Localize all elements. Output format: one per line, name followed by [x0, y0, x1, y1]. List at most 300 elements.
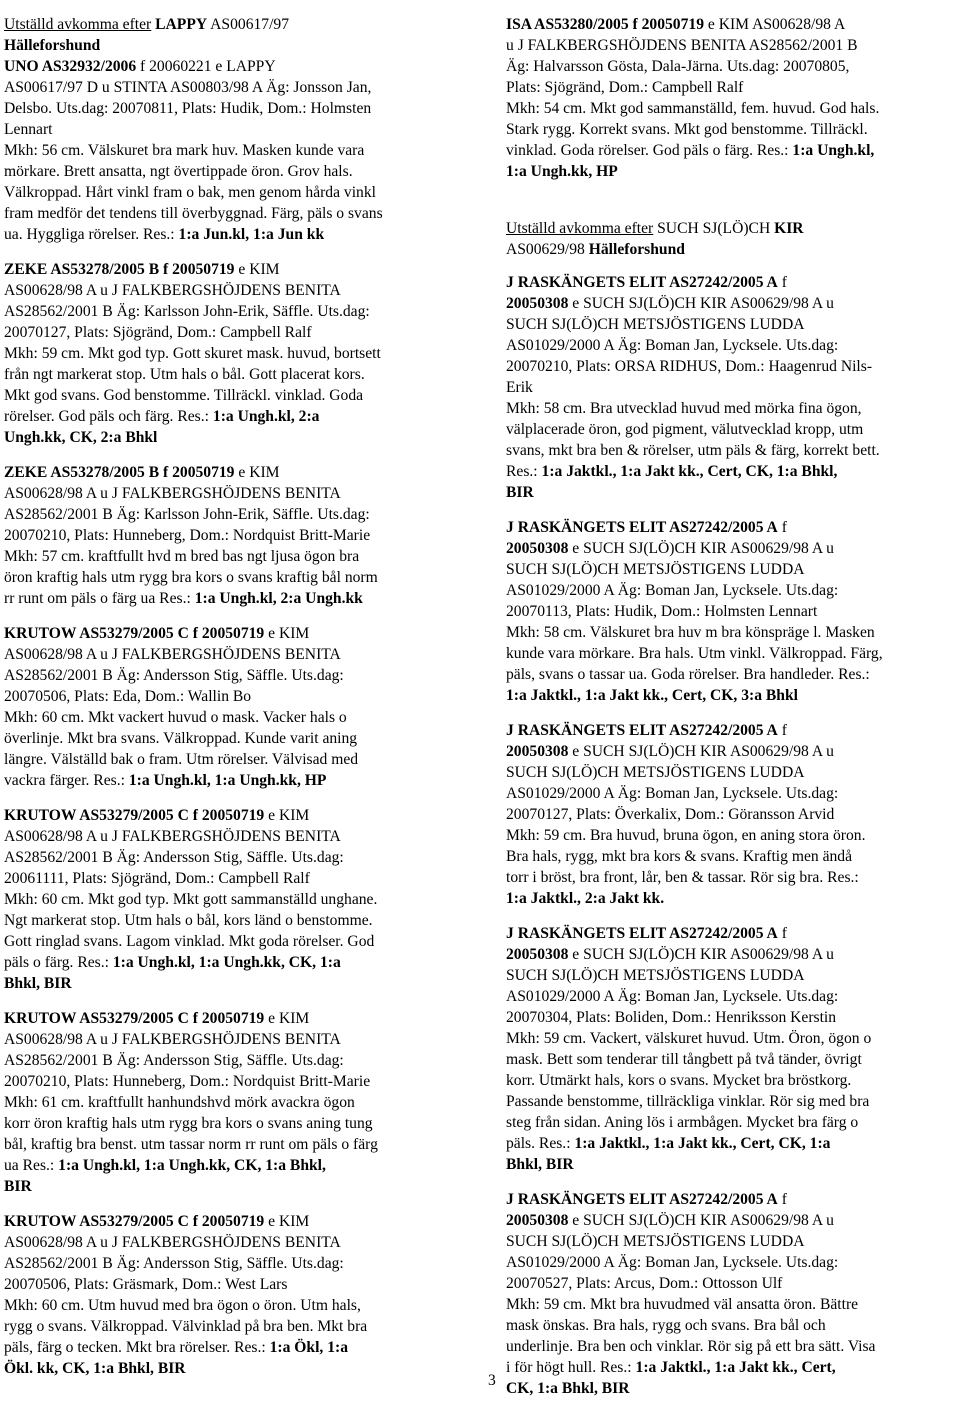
- text-line: [506, 1252, 956, 1273]
- text-line: [506, 1273, 956, 1294]
- text-run: SUCH SJ(LÖ)CH: [653, 220, 775, 237]
- text-run: 1:a Ungh.kk, HP: [506, 163, 618, 180]
- text-run: AS01029/2000 A Äg: Boman Jan, Lycksele. Uts.dag:: [506, 337, 839, 354]
- entry-block: [506, 517, 956, 706]
- entry-block: [506, 720, 956, 909]
- text-run: rygg o svans. Välkroppad. Välvinklad på bra ben. Mkt bra: [4, 1318, 368, 1335]
- text-run: Mkh: 60 cm. Utm huvud med bra ögon o öron. Utm hals,: [4, 1297, 361, 1314]
- text-run: Mkh: 58 cm. Välskuret bra huv m bra könspräge l. Masken: [506, 624, 875, 641]
- text-run: AS01029/2000 A Äg: Boman Jan, Lycksele. Uts.dag:: [506, 988, 839, 1005]
- text-run: AS01029/2000 A Äg: Boman Jan, Lycksele. Uts.dag:: [506, 785, 839, 802]
- text-line: [506, 461, 956, 482]
- text-run: AS28562/2001 B Äg: Andersson Stig, Säffle. Uts.dag:: [4, 1255, 344, 1272]
- left-entries: [4, 259, 476, 1379]
- text-run: steg från sidan. Aning lös i armbågen. Mycket bra färg o: [506, 1114, 859, 1131]
- text-run: 20070210, Plats: ORSA RIDHUS, Dom.: Haagenrud Nils-: [506, 358, 873, 375]
- text-line: [4, 889, 476, 910]
- text-line: [506, 35, 956, 56]
- text-line: [506, 622, 956, 643]
- text-run: f 20050719: [163, 464, 235, 481]
- text-run: päls, svans o tassar ua. Goda rörelser. Bra handleder. Res.:: [506, 666, 870, 683]
- right-top-entry: [506, 14, 956, 182]
- text-run: KRUTOW AS53279/2005 C: [4, 1213, 189, 1230]
- text-run: f: [777, 722, 787, 739]
- text-run: AS00628/98 A u J FALKBERGSHÖJDENS BENITA: [4, 1031, 341, 1048]
- text-run: kunde vara mörkare. Bra hals. Utm vinkl. Välkroppad. Färg,: [506, 645, 883, 662]
- text-line: [506, 482, 956, 503]
- text-run: AS00628/98 A u J FALKBERGSHÖJDENS BENITA: [4, 485, 341, 502]
- text-run: korr öron kraftig hals utm rygg bra kors o svans aning tung: [4, 1115, 373, 1132]
- text-run: päls o färg. Res.:: [4, 954, 113, 971]
- text-line: [506, 986, 956, 1007]
- text-run: torr i bröst, bra front, lår, ben & tassar. Rör sig bra. Res.:: [506, 869, 859, 886]
- text-run: från ngt markerat stop. Utm hals o bål. Gott placerat kors.: [4, 366, 365, 383]
- text-run: 1:a Ungh.kl,: [792, 142, 875, 159]
- text-run: Bra hals, rygg, mkt bra kors & svans. Kraftig men ändå: [506, 848, 853, 865]
- text-run: e KIM: [234, 261, 280, 278]
- text-run: Hälleforshund: [588, 241, 685, 258]
- text-run: päls. Res.:: [506, 1135, 575, 1152]
- text-run: J RASKÄNGETS ELIT AS27242/2005 A: [506, 925, 778, 942]
- text-run: AS00617/97: [207, 16, 290, 33]
- text-line: [4, 35, 476, 56]
- text-run: Bhkl, BIR: [4, 975, 72, 992]
- text-run: AS28562/2001 B Äg: Karlsson John-Erik, Säffle. Uts.dag:: [4, 506, 370, 523]
- text-line: [4, 98, 476, 119]
- text-line: [4, 1211, 476, 1232]
- text-run: SUCH SJ(LÖ)CH METSJÖSTIGENS LUDDA: [506, 967, 805, 984]
- text-line: [4, 504, 476, 525]
- entry-block: [4, 259, 476, 448]
- text-run: korr. Utmärkt hals, kors o svans. Mycket bra bröstkorg.: [506, 1072, 852, 1089]
- text-run: 1:a Ungh.kl, 2:a Ungh.kk: [194, 590, 363, 607]
- text-line: [506, 965, 956, 986]
- text-line: [506, 538, 956, 559]
- text-run: i för högt hull. Res.:: [506, 1359, 636, 1376]
- text-line: [4, 623, 476, 644]
- text-run: BIR: [4, 1178, 32, 1195]
- text-run: f: [777, 519, 787, 536]
- text-line: [4, 1358, 476, 1379]
- entry-block: [506, 272, 956, 503]
- text-line: [506, 218, 956, 239]
- text-line: [4, 707, 476, 728]
- text-run: Utställd avkomma efter: [4, 16, 152, 33]
- text-line: [4, 1134, 476, 1155]
- text-run: SUCH SJ(LÖ)CH METSJÖSTIGENS LUDDA: [506, 764, 805, 781]
- text-line: [4, 483, 476, 504]
- text-line: [4, 1050, 476, 1071]
- text-run: KIR: [774, 220, 804, 237]
- text-run: f: [777, 1191, 787, 1208]
- text-line: [4, 77, 476, 98]
- text-run: ua Res.:: [4, 1157, 59, 1174]
- text-run: KRUTOW AS53279/2005 C: [4, 807, 189, 824]
- text-run: AS28562/2001 B Äg: Andersson Stig, Säffle. Uts.dag:: [4, 849, 344, 866]
- text-line: [4, 224, 476, 245]
- text-run: 20050308: [506, 743, 569, 760]
- text-run: AS00628/98 A u J FALKBERGSHÖJDENS BENITA: [4, 1234, 341, 1251]
- text-line: [4, 343, 476, 364]
- text-run: AS28562/2001 B Äg: Andersson Stig, Säffle. Uts.dag:: [4, 1052, 344, 1069]
- text-run: päls, färg o tecken. Mkt bra rörelser. Res.:: [4, 1339, 270, 1356]
- text-run: 1:a Jaktkl., 1:a Jakt kk., Cert, CK, 1:a Bhkl,: [541, 463, 838, 480]
- text-line: [4, 1274, 476, 1295]
- text-run: mörkare. Brett ansatta, ngt övertippade öron. Grov hals.: [4, 163, 353, 180]
- text-run: underlinje. Bra ben och vinklar. Rör sig på ett bra sätt. Visa: [506, 1338, 876, 1355]
- text-run: Erik: [506, 379, 533, 396]
- text-run: f 20050719: [192, 807, 265, 824]
- text-run: Ökl. kk, CK, 1:a Bhkl, BIR: [4, 1360, 186, 1377]
- text-line: [4, 119, 476, 140]
- text-line: [4, 1176, 476, 1197]
- entry-block: [4, 805, 476, 994]
- text-line: [4, 427, 476, 448]
- text-run: Bhkl, BIR: [506, 1156, 574, 1173]
- text-line: [506, 601, 956, 622]
- text-line: [4, 259, 476, 280]
- text-line: [4, 644, 476, 665]
- text-line: [506, 1007, 956, 1028]
- text-run: Mkh: 60 cm. Mkt god typ. Mkt gott sammanställd unghane.: [4, 891, 378, 908]
- text-run: mask önskas. Bra hals, rygg och svans. Bra bål och: [506, 1317, 826, 1334]
- text-run: AS28562/2001 B Äg: Andersson Stig, Säffle. Uts.dag:: [4, 667, 344, 684]
- text-line: [506, 56, 956, 77]
- text-line: [506, 720, 956, 741]
- text-run: Ungh.kk, CK, 2:a Bhkl: [4, 429, 158, 446]
- text-line: [506, 14, 956, 35]
- text-run: 20070210, Plats: Hunneberg, Dom.: Nordquist Britt-Marie: [4, 1073, 371, 1090]
- text-line: [4, 1295, 476, 1316]
- text-line: [4, 546, 476, 567]
- right-column: [506, 14, 956, 1413]
- text-line: [506, 888, 956, 909]
- text-line: [506, 804, 956, 825]
- text-run: e KIM: [264, 1213, 310, 1230]
- text-line: [4, 1155, 476, 1176]
- text-line: [4, 973, 476, 994]
- text-run: AS00629/98: [506, 241, 589, 258]
- text-line: [506, 846, 956, 867]
- text-line: [506, 1070, 956, 1091]
- text-run: Mkh: 61 cm. kraftfullt hanhundshvd mörk avackra ögon: [4, 1094, 355, 1111]
- text-run: e KIM AS00628/98 A: [704, 16, 846, 33]
- left-column: [4, 14, 476, 1393]
- text-line: [506, 140, 956, 161]
- text-run: svans, mkt bra ben & rörelser, utm päls & färg, korrekt bett.: [506, 442, 880, 459]
- text-run: välplacerade öron, god pigment, välutvecklad kropp, utm: [506, 421, 864, 438]
- page-number: 3: [488, 1372, 496, 1389]
- text-line: [4, 567, 476, 588]
- text-line: [506, 1112, 956, 1133]
- text-line: [4, 588, 476, 609]
- text-line: [506, 440, 956, 461]
- text-run: Mkh: 56 cm. Välskuret bra mark huv. Masken kunde vara: [4, 142, 365, 159]
- text-run: u J FALKBERGSHÖJDENS BENITA AS28562/2001 B: [506, 37, 858, 54]
- text-line: [506, 741, 956, 762]
- text-run: överlinje. Mkt bra svans. Välkroppad. Kunde varit aning: [4, 730, 358, 747]
- text-line: [4, 385, 476, 406]
- text-line: [4, 1113, 476, 1134]
- text-line: [506, 559, 956, 580]
- text-line: [506, 944, 956, 965]
- text-run: e SUCH SJ(LÖ)CH KIR AS00629/98 A u: [568, 946, 834, 963]
- text-run: 1:a Ökl, 1:a: [269, 1339, 349, 1356]
- text-run: e KIM: [234, 464, 280, 481]
- text-line: [4, 301, 476, 322]
- text-run: ZEKE AS53278/2005 B: [4, 464, 160, 481]
- text-line: [506, 239, 956, 260]
- text-run: CK, 1:a Bhkl, BIR: [506, 1380, 630, 1397]
- text-line: [4, 770, 476, 791]
- text-line: [4, 931, 476, 952]
- text-run: AS28562/2001 B Äg: Karlsson John-Erik, Säffle. Uts.dag:: [4, 303, 370, 320]
- right-entries: [506, 272, 956, 1399]
- text-run: f 20060221 e LAPPY: [136, 58, 276, 75]
- text-line: [4, 728, 476, 749]
- text-line: [506, 664, 956, 685]
- text-run: AS00628/98 A u J FALKBERGSHÖJDENS BENITA: [4, 646, 341, 663]
- text-run: rörelser. God päls och färg. Res.:: [4, 408, 213, 425]
- text-line: [4, 805, 476, 826]
- text-line: [506, 398, 956, 419]
- text-line: [4, 280, 476, 301]
- text-run: AS01029/2000 A Äg: Boman Jan, Lycksele. Uts.dag:: [506, 582, 839, 599]
- text-run: Mkh: 59 cm. Mkt god typ. Gott skuret mask. huvud, bortsett: [4, 345, 381, 362]
- text-run: Mkh: 59 cm. Bra huvud, bruna ögon, en aning stora öron.: [506, 827, 866, 844]
- text-run: 20070127, Plats: Överkalix, Dom.: Göransson Arvid: [506, 806, 835, 823]
- text-line: [506, 1133, 956, 1154]
- text-run: Välkroppad. Hårt vinkl fram o bak, men genom hårda vinkl: [4, 184, 376, 201]
- text-line: [506, 1315, 956, 1336]
- text-line: [506, 356, 956, 377]
- text-line: [506, 643, 956, 664]
- text-run: AS00617/97 D u STINTA AS00803/98 A Äg: Jonsson Jan,: [4, 79, 372, 96]
- text-line: [4, 749, 476, 770]
- text-run: KRUTOW AS53279/2005 C: [4, 1010, 189, 1027]
- text-line: [506, 1091, 956, 1112]
- text-line: [506, 314, 956, 335]
- entry-block: [4, 1211, 476, 1379]
- text-run: f 20050719: [192, 1213, 265, 1230]
- text-run: Plats: Sjögränd, Dom.: Campbell Ralf: [506, 79, 744, 96]
- text-run: Res.:: [506, 463, 542, 480]
- text-run: J RASKÄNGETS ELIT AS27242/2005 A: [506, 722, 778, 739]
- text-run: Äg: Halvarsson Gösta, Dala-Järna. Uts.dag: 20070805,: [506, 58, 850, 75]
- text-run: AS00628/98 A u J FALKBERGSHÖJDENS BENITA: [4, 282, 341, 299]
- text-run: Mkh: 60 cm. Mkt vackert huvud o mask. Vacker hals o: [4, 709, 347, 726]
- text-run: 1:a Jaktkl., 1:a Jakt kk., Cert, CK, 1:a: [574, 1135, 831, 1152]
- text-line: [4, 140, 476, 161]
- text-run: 1:a Jaktkl., 2:a Jakt kk.: [506, 890, 665, 907]
- text-line: [506, 335, 956, 356]
- text-run: e KIM: [264, 625, 310, 642]
- text-line: [506, 272, 956, 293]
- text-run: Mkh: 54 cm. Mkt god sammanställd, fem. huvud. God hals.: [506, 100, 880, 117]
- text-run: 20050308: [506, 295, 569, 312]
- text-line: [506, 825, 956, 846]
- text-line: [4, 1029, 476, 1050]
- entry-block: [4, 462, 476, 609]
- text-line: [4, 910, 476, 931]
- text-run: 20070506, Plats: Eda, Dom.: Wallin Bo: [4, 688, 252, 705]
- text-run: Mkh: 57 cm. kraftfullt hvd m bred bas ngt ljusa ögon bra: [4, 548, 360, 565]
- entry-block: [506, 923, 956, 1175]
- text-line: [4, 182, 476, 203]
- text-run: fram medför det tendens till överbyggnad. Färg, päls o svans: [4, 205, 383, 222]
- text-run: ISA AS53280/2005: [506, 16, 629, 33]
- text-run: e SUCH SJ(LÖ)CH KIR AS00629/98 A u: [568, 540, 834, 557]
- text-line: [4, 868, 476, 889]
- text-run: e KIM: [264, 1010, 310, 1027]
- text-line: [506, 377, 956, 398]
- text-line: [506, 1231, 956, 1252]
- text-run: 20050308: [506, 1212, 569, 1229]
- text-run: Mkh: 58 cm. Bra utvecklad huvud med mörka fina ögon,: [506, 400, 862, 417]
- text-run: J RASKÄNGETS ELIT AS27242/2005 A: [506, 274, 778, 291]
- text-line: [4, 1253, 476, 1274]
- text-line: [4, 406, 476, 427]
- text-line: [506, 1294, 956, 1315]
- text-run: Mkt god svans. God benstomme. Tillräckl. vinklad. Goda: [4, 387, 364, 404]
- text-line: [506, 98, 956, 119]
- text-line: [506, 867, 956, 888]
- text-run: SUCH SJ(LÖ)CH METSJÖSTIGENS LUDDA: [506, 316, 805, 333]
- text-run: mask. Bett som tenderar till tångbett på två tänder, övrigt: [506, 1051, 862, 1068]
- text-run: 1:a Jaktkl., 1:a Jakt kk., Cert,: [635, 1359, 836, 1376]
- text-run: Mkh: 59 cm. Mkt bra huvudmed väl ansatta öron. Bättre: [506, 1296, 859, 1313]
- spacer: [506, 196, 956, 218]
- text-run: f 20050719: [192, 625, 265, 642]
- text-run: Stark rygg. Korrekt svans. Mkt god benstomme. Tillräckl.: [506, 121, 868, 138]
- text-run: 20050308: [506, 540, 569, 557]
- text-run: BIR: [506, 484, 534, 501]
- text-run: 1:a Ungh.kl, 1:a Ungh.kk, CK, 1:a Bhkl,: [58, 1157, 326, 1174]
- text-line: [506, 119, 956, 140]
- text-run: 20070127, Plats: Sjögränd, Dom.: Campbell Ralf: [4, 324, 312, 341]
- text-run: bål, kraftig bra benst. utm tassar norm rr runt om päls o färg: [4, 1136, 378, 1153]
- text-line: [506, 923, 956, 944]
- text-line: [4, 161, 476, 182]
- text-run: Delsbo. Uts.dag: 20070811, Plats: Hudik, Dom.: Holmsten: [4, 100, 372, 117]
- text-run: e SUCH SJ(LÖ)CH KIR AS00629/98 A u: [568, 1212, 834, 1229]
- text-run: Passande benstomme, tillräckliga vinklar. Rör sig med bra: [506, 1093, 870, 1110]
- text-line: [4, 1092, 476, 1113]
- text-run: Lennart: [4, 121, 53, 138]
- text-run: J RASKÄNGETS ELIT AS27242/2005 A: [506, 1191, 778, 1208]
- text-run: e KIM: [264, 807, 310, 824]
- text-line: [506, 1357, 956, 1378]
- text-run: 1:a Ungh.kl, 1:a Ungh.kk, CK, 1:a: [112, 954, 341, 971]
- text-line: [4, 847, 476, 868]
- text-run: Gott ringlad svans. Lagom vinklad. Mkt goda rörelser. God: [4, 933, 375, 950]
- text-run: rr runt om päls o färg ua Res.:: [4, 590, 195, 607]
- text-run: 20070113, Plats: Hudik, Dom.: Holmsten Lennart: [506, 603, 818, 620]
- text-line: [506, 1049, 956, 1070]
- right-intro: [506, 218, 956, 260]
- text-line: [506, 1336, 956, 1357]
- left-intro: [4, 14, 476, 245]
- text-run: öron kraftig hals utm rygg bra kors o svans kraftig bål norm: [4, 569, 378, 586]
- text-line: [506, 1210, 956, 1231]
- text-run: e SUCH SJ(LÖ)CH KIR AS00629/98 A u: [568, 295, 834, 312]
- text-line: [506, 419, 956, 440]
- text-run: f 20050719: [163, 261, 235, 278]
- text-run: e SUCH SJ(LÖ)CH KIR AS00629/98 A u: [568, 743, 834, 760]
- text-run: Ngt markerat stop. Utm hals o bål, kors länd o benstomme.: [4, 912, 373, 929]
- text-line: [506, 1189, 956, 1210]
- text-line: [506, 1154, 956, 1175]
- text-run: längre. Välställd bak o fram. Utm rörelser. Välvisad med: [4, 751, 359, 768]
- text-line: [4, 364, 476, 385]
- text-run: Hälleforshund: [4, 37, 101, 54]
- text-line: [4, 1008, 476, 1029]
- text-line: [4, 1071, 476, 1092]
- text-run: 20070304, Plats: Boliden, Dom.: Henriksson Kerstin: [506, 1009, 837, 1026]
- text-line: [506, 1028, 956, 1049]
- text-run: AS01029/2000 A Äg: Boman Jan, Lycksele. Uts.dag:: [506, 1254, 839, 1271]
- text-line: [506, 762, 956, 783]
- text-line: [4, 462, 476, 483]
- text-run: f: [777, 925, 787, 942]
- text-line: [4, 525, 476, 546]
- text-run: 20061111, Plats: Sjögränd, Dom.: Campbell Ralf: [4, 870, 310, 887]
- text-line: [506, 77, 956, 98]
- text-run: 20070210, Plats: Hunneberg, Dom.: Nordquist Britt-Marie: [4, 527, 371, 544]
- text-run: KRUTOW AS53279/2005 C: [4, 625, 189, 642]
- text-line: [506, 1378, 956, 1399]
- text-line: [4, 665, 476, 686]
- text-run: 1:a Ungh.kl, 2:a: [212, 408, 320, 425]
- text-run: LAPPY: [155, 16, 208, 33]
- entry-block: [4, 1008, 476, 1197]
- text-run: 20070506, Plats: Gräsmark, Dom.: West Lars: [4, 1276, 288, 1293]
- text-line: [506, 783, 956, 804]
- entry-block: [4, 623, 476, 791]
- text-line: [4, 56, 476, 77]
- text-run: 20070527, Plats: Arcus, Dom.: Ottosson Ulf: [506, 1275, 783, 1292]
- text-line: [4, 322, 476, 343]
- text-run: f 20050719: [632, 16, 704, 33]
- text-line: [4, 14, 476, 35]
- text-run: 1:a Ungh.kl, 1:a Ungh.kk, HP: [128, 772, 327, 789]
- text-line: [4, 952, 476, 973]
- text-run: 1:a Jun.kl, 1:a Jun kk: [178, 226, 325, 243]
- entry-block: [506, 1189, 956, 1399]
- text-run: Mkh: 59 cm. Vackert, välskuret huvud. Utm. Öron, ögon o: [506, 1030, 872, 1047]
- text-run: SUCH SJ(LÖ)CH METSJÖSTIGENS LUDDA: [506, 1233, 805, 1250]
- text-line: [4, 686, 476, 707]
- text-line: [4, 203, 476, 224]
- text-line: [4, 1316, 476, 1337]
- text-line: [506, 580, 956, 601]
- text-line: [506, 293, 956, 314]
- text-run: Utställd avkomma efter: [506, 220, 654, 237]
- text-run: AS00628/98 A u J FALKBERGSHÖJDENS BENITA: [4, 828, 341, 845]
- text-run: J RASKÄNGETS ELIT AS27242/2005 A: [506, 519, 778, 536]
- text-run: ua. Hyggliga rörelser. Res.:: [4, 226, 179, 243]
- text-line: [4, 1337, 476, 1358]
- text-line: [4, 1232, 476, 1253]
- text-line: [506, 685, 956, 706]
- text-run: 20050308: [506, 946, 569, 963]
- text-run: 1:a Jaktkl., 1:a Jakt kk., Cert, CK, 3:a Bhkl: [506, 687, 798, 704]
- text-run: ZEKE AS53278/2005 B: [4, 261, 160, 278]
- text-run: SUCH SJ(LÖ)CH METSJÖSTIGENS LUDDA: [506, 561, 805, 578]
- text-run: UNO AS32932/2006: [4, 58, 137, 75]
- text-run: vinklad. Goda rörelser. God päls o färg. Res.:: [506, 142, 793, 159]
- text-run: vackra färger. Res.:: [4, 772, 129, 789]
